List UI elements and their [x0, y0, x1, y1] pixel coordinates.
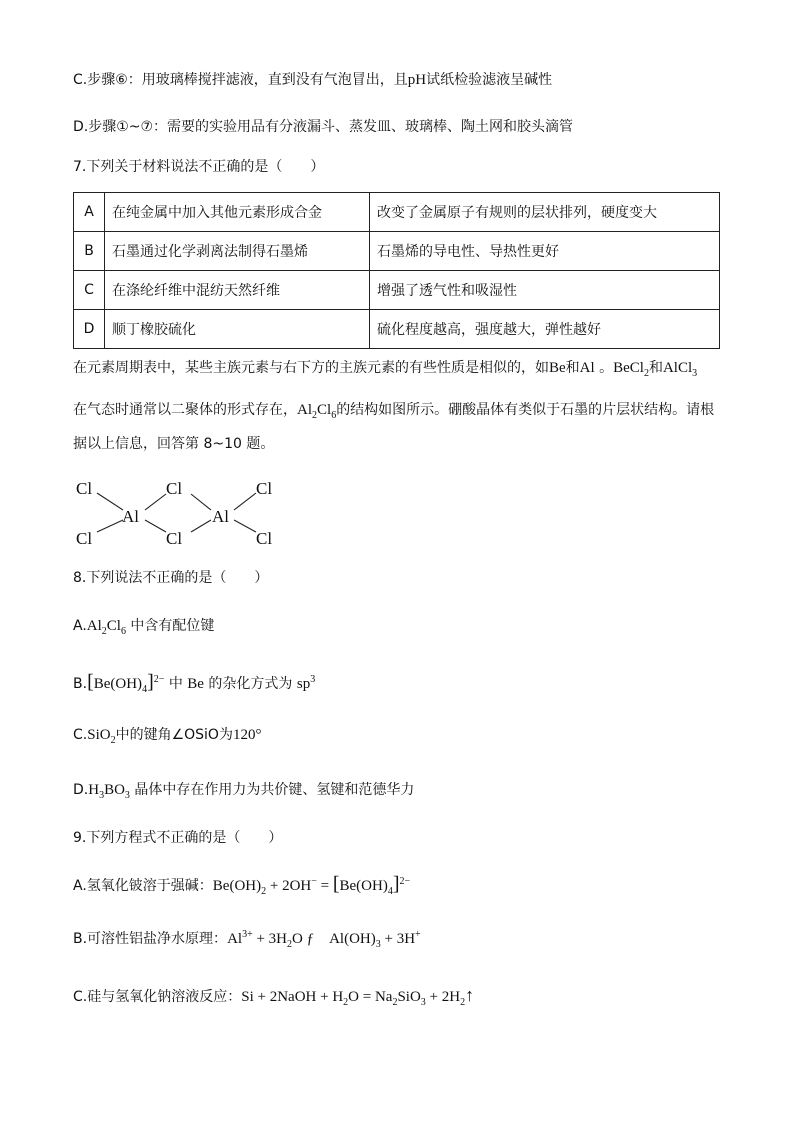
superscript: 3	[310, 674, 316, 685]
text: 据以上信息，回答第 8~10 题。	[73, 436, 275, 452]
text: 晶体中存在作用力为共价键、氢键和范德华力	[134, 782, 415, 798]
question-9-option-a	[73, 874, 410, 896]
row-key: A	[74, 193, 105, 232]
text: SiO	[87, 727, 111, 743]
text: C.硅与氢氧化钠溶液反应：	[73, 989, 242, 1005]
option-c-step6	[73, 70, 552, 90]
bracket: [	[332, 873, 340, 895]
question-9-option-b	[73, 929, 421, 949]
subscript: 4	[142, 684, 148, 695]
text: BO	[104, 782, 125, 798]
bond	[191, 520, 211, 532]
subscript: 2	[343, 997, 349, 1008]
text: sp	[296, 676, 311, 692]
equation-b	[227, 929, 421, 950]
intro-line-2	[73, 400, 714, 420]
equation-c	[241, 985, 475, 1008]
formula-be: Be	[187, 676, 204, 692]
text: C.步骤⑥：用玻璃棒搅拌滤液，直到没有气泡冒出，且	[73, 72, 408, 88]
option-d-step1-7	[73, 117, 573, 137]
equation-a	[212, 873, 411, 897]
text: Al	[227, 931, 243, 947]
atom-cl: Cl	[166, 479, 183, 498]
text: SiO	[397, 989, 421, 1005]
intro-line-3	[73, 434, 274, 454]
text: 8.下列说法不正确的是（ ）	[73, 570, 269, 586]
row-key: D	[74, 310, 105, 349]
text: C.	[73, 727, 88, 743]
bond	[145, 520, 166, 532]
text: 和	[648, 360, 663, 376]
row-left: 石墨通过化学剥离法制得石墨烯	[105, 232, 370, 271]
formula-al2cl6	[86, 618, 126, 637]
question-8-option-b	[73, 672, 315, 694]
intro-line-1	[73, 358, 697, 378]
text: D.步骤①~⑦：需要的实验用品有分液漏斗、蒸发皿、玻璃棒、陶土网和胶头滴管	[73, 119, 574, 135]
bracket: ]	[147, 671, 154, 693]
formula-alcl3	[662, 360, 698, 379]
formula-be-oh4	[87, 671, 165, 695]
row-key: B	[74, 232, 105, 271]
question-8-option-d	[73, 780, 414, 800]
atom-cl: Cl	[256, 479, 273, 498]
text: Al	[297, 402, 312, 418]
text: 中含有配位键	[130, 618, 215, 634]
superscript: +	[415, 929, 421, 940]
text: =	[316, 878, 333, 894]
subscript: 2	[643, 368, 649, 379]
formula-becl2	[613, 360, 649, 379]
bond	[234, 493, 256, 510]
text: 试纸检验滤液呈碱性	[426, 72, 553, 88]
text: + 3H	[380, 931, 416, 947]
superscript: 3+	[242, 929, 253, 940]
subscript: 2	[392, 997, 398, 1008]
text: B.可溶性铝盐净水原理：	[73, 931, 228, 947]
text: A.氢氧化铍溶于强碱：	[73, 878, 213, 894]
text: BeCl	[613, 360, 644, 376]
al2cl6-structure-diagram	[70, 474, 290, 554]
text: Be(OH)	[93, 676, 143, 692]
formula-al2cl6	[297, 402, 337, 421]
text: 的结构如图所示。硼酸晶体有类似于石墨的片层状结构。请根	[336, 402, 715, 418]
row-right: 石墨烯的导电性、导热性更好	[370, 232, 720, 271]
question-9-stem	[73, 828, 282, 848]
row-right: 增强了透气性和吸湿性	[370, 271, 720, 310]
subscript: 2	[261, 886, 267, 897]
bracket: ]	[392, 873, 400, 895]
superscript: 2−	[153, 674, 165, 685]
text: B.	[73, 676, 88, 692]
text: D.	[73, 782, 89, 798]
subscript: 3	[420, 997, 426, 1008]
formula-sp3	[297, 676, 315, 692]
atom-cl: Cl	[256, 529, 273, 548]
text: A.	[73, 618, 87, 634]
question-7-stem	[73, 157, 324, 177]
text: 中	[168, 676, 183, 692]
subscript: 3	[99, 790, 105, 801]
text: O ƒ Al(OH)	[292, 931, 376, 947]
subscript: 3	[124, 790, 130, 801]
ph-symbol: pH	[407, 72, 427, 88]
atom-cl: Cl	[76, 529, 93, 548]
text: Cl	[317, 402, 332, 418]
text: + 2H	[425, 989, 461, 1005]
bracket: [	[87, 671, 94, 693]
subscript: 6	[331, 410, 337, 421]
subscript: 2	[312, 410, 317, 421]
atom-cl: Cl	[76, 479, 93, 498]
bond	[234, 520, 256, 532]
text: Cl	[106, 618, 121, 634]
table-row	[74, 232, 720, 271]
table-row	[74, 310, 720, 349]
row-right: 改变了金属原子有规则的层状排列，硬度变大	[370, 193, 720, 232]
atom-al: Al	[122, 507, 139, 526]
text: 在气态时通常以二聚体的形式存在，	[73, 402, 297, 418]
question-9-option-c	[73, 985, 474, 1007]
text: Si + 2NaOH + H	[241, 989, 344, 1005]
text: H	[88, 782, 100, 798]
question-8-option-c	[73, 725, 261, 745]
table-row	[74, 193, 720, 232]
bond	[145, 494, 166, 510]
row-right: 硫化程度越高，强度越大，弹性越好	[370, 310, 720, 349]
formula-al: Al	[579, 360, 595, 376]
formula-h3bo3	[88, 782, 130, 801]
text: AlCl	[662, 360, 693, 376]
formula-be: Be	[549, 360, 566, 376]
gas-arrow-icon: ↑	[465, 985, 475, 1005]
bond	[191, 494, 211, 510]
atom-cl: Cl	[166, 529, 183, 548]
subscript: 2	[460, 997, 466, 1008]
superscript: −	[311, 876, 317, 887]
row-left: 在纯金属中加入其他元素形成合金	[105, 193, 370, 232]
subscript: 6	[120, 626, 126, 637]
text: 7.下列关于材料说法不正确的是（ ）	[73, 159, 325, 175]
angle-value: 120°	[232, 727, 262, 743]
text: 和	[565, 360, 580, 376]
question-8-stem	[73, 568, 268, 588]
subscript: 2	[101, 626, 107, 637]
text: Al	[86, 618, 102, 634]
text: + 2OH	[266, 878, 312, 894]
subscript: 2	[110, 735, 116, 746]
text: + 3H	[252, 931, 287, 947]
atom-al: Al	[212, 507, 229, 526]
row-left: 在涤纶纤维中混纺天然纤维	[105, 271, 370, 310]
text: Be(OH)	[212, 878, 262, 894]
text: Be(OH)	[339, 878, 388, 894]
table-row	[74, 271, 720, 310]
subscript: 2	[287, 939, 292, 950]
subscript: 4	[387, 886, 393, 897]
text: O = Na	[348, 989, 393, 1005]
subscript: 3	[375, 939, 381, 950]
text: 。	[599, 360, 614, 376]
text: 的杂化方式为	[208, 676, 293, 692]
superscript: 2−	[399, 876, 411, 887]
question-7-table	[73, 192, 720, 349]
row-left: 顺丁橡胶硫化	[105, 310, 370, 349]
row-key: C	[74, 271, 105, 310]
bond	[97, 493, 123, 510]
bond	[97, 520, 123, 532]
formula-sio2	[87, 727, 116, 746]
text: 9.下列方程式不正确的是（ ）	[73, 830, 283, 846]
text: 中的键角∠OSiO为	[115, 727, 233, 743]
text: 在元素周期表中，某些主族元素与右下方的主族元素的有些性质是相似的，如	[73, 360, 549, 376]
subscript: 3	[692, 368, 698, 379]
question-8-option-a	[73, 616, 214, 636]
